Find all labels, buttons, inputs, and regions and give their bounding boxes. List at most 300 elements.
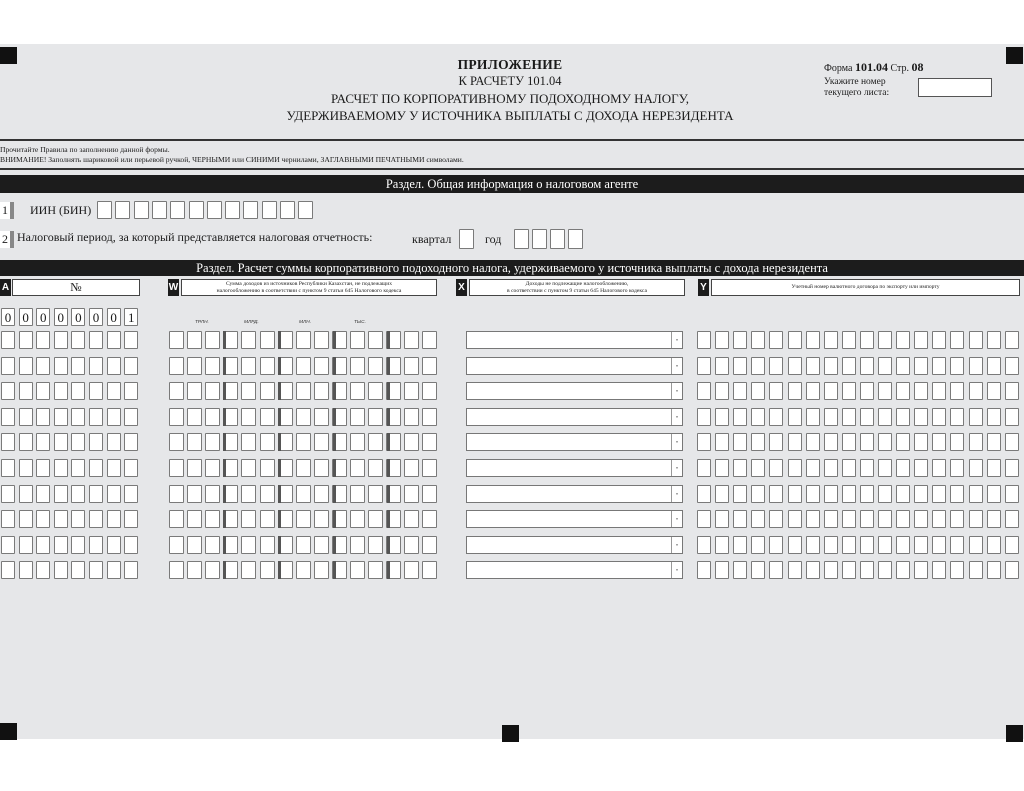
contract-number-cell[interactable] [824,331,838,349]
contract-number-cell[interactable] [769,408,783,426]
income-amount-cell[interactable] [205,357,220,375]
income-amount-cell[interactable] [187,433,202,451]
contract-number-cell[interactable] [751,536,765,554]
income-amount-cell[interactable] [296,357,311,375]
contract-number-cell[interactable] [697,357,711,375]
contract-number-cell[interactable] [751,485,765,503]
income-amount-cell[interactable] [404,331,419,349]
income-amount-cell[interactable] [314,408,329,426]
contract-number-cell[interactable] [969,357,983,375]
contract-number-cell[interactable] [824,382,838,400]
contract-number-cell[interactable] [751,510,765,528]
income-amount-cell[interactable] [169,561,184,579]
income-amount-cell[interactable] [241,382,256,400]
row-number-cell[interactable] [36,433,50,451]
income-amount-cell[interactable] [241,408,256,426]
exempt-income-field[interactable] [466,561,683,579]
contract-number-cell[interactable] [824,561,838,579]
income-amount-cell[interactable] [169,408,184,426]
income-amount-cell[interactable] [169,382,184,400]
income-amount-cell[interactable] [368,459,383,477]
contract-number-cell[interactable] [806,561,820,579]
row-number-cell[interactable] [89,408,103,426]
row-number-cell[interactable] [1,408,15,426]
contract-number-cell[interactable] [950,459,964,477]
contract-number-cell[interactable] [914,510,928,528]
contract-number-cell[interactable] [806,510,820,528]
income-amount-cell[interactable] [368,433,383,451]
row-number-cell[interactable] [36,485,50,503]
contract-number-cell[interactable] [733,408,747,426]
row-number-cell[interactable] [54,433,68,451]
row-number-cell[interactable] [36,536,50,554]
exempt-income-field[interactable] [466,331,683,349]
income-amount-cell[interactable] [404,459,419,477]
exempt-income-dropdown-icon[interactable]: ▾ [671,486,682,502]
contract-number-cell[interactable] [932,561,946,579]
income-amount-cell[interactable] [368,536,383,554]
contract-number-cell[interactable] [842,536,856,554]
income-amount-cell[interactable] [241,433,256,451]
contract-number-cell[interactable] [914,485,928,503]
quarter-field[interactable] [459,229,474,249]
income-amount-cell[interactable] [169,433,184,451]
income-amount-cell[interactable] [314,331,329,349]
contract-number-cell[interactable] [860,485,874,503]
row-number-cell[interactable] [107,536,121,554]
contract-number-cell[interactable] [842,357,856,375]
row-number-cell[interactable] [89,485,103,503]
contract-number-cell[interactable] [715,357,729,375]
contract-number-cell[interactable] [932,331,946,349]
contract-number-cell[interactable] [1005,331,1019,349]
contract-number-cell[interactable] [987,485,1001,503]
contract-number-cell[interactable] [788,357,802,375]
income-amount-cell[interactable] [404,536,419,554]
contract-number-cell[interactable] [751,459,765,477]
contract-number-cell[interactable] [969,510,983,528]
row-number-cell[interactable] [71,536,85,554]
income-amount-cell[interactable] [368,510,383,528]
exempt-income-field[interactable] [466,433,683,451]
contract-number-cell[interactable] [987,536,1001,554]
row-number-cell[interactable] [36,408,50,426]
row-number-cell[interactable] [36,459,50,477]
row-number-cell[interactable] [54,357,68,375]
exempt-income-field[interactable] [466,408,683,426]
contract-number-cell[interactable] [878,382,892,400]
income-amount-cell[interactable] [187,382,202,400]
contract-number-cell[interactable] [806,459,820,477]
contract-number-cell[interactable] [715,485,729,503]
contract-number-cell[interactable] [733,331,747,349]
row-number-cell[interactable] [19,357,33,375]
contract-number-cell[interactable] [969,433,983,451]
contract-number-cell[interactable] [769,485,783,503]
income-amount-cell[interactable] [205,459,220,477]
row-number-cell[interactable] [124,510,138,528]
contract-number-cell[interactable] [697,510,711,528]
row-number-cell[interactable] [1,331,15,349]
row-number-cell[interactable] [89,382,103,400]
row-number-cell[interactable] [89,357,103,375]
income-amount-cell[interactable] [350,561,365,579]
income-amount-cell[interactable] [205,408,220,426]
contract-number-cell[interactable] [987,433,1001,451]
row-number-cell[interactable] [36,510,50,528]
contract-number-cell[interactable] [987,561,1001,579]
contract-number-cell[interactable] [751,382,765,400]
row-number-cell[interactable] [54,510,68,528]
contract-number-cell[interactable] [896,536,910,554]
contract-number-cell[interactable] [697,536,711,554]
contract-number-cell[interactable] [769,510,783,528]
contract-number-cell[interactable] [769,561,783,579]
row-number-cell[interactable] [107,382,121,400]
row-number-cell[interactable] [107,433,121,451]
contract-number-cell[interactable] [1005,433,1019,451]
contract-number-cell[interactable] [860,536,874,554]
exempt-income-dropdown-icon[interactable]: ▾ [671,358,682,374]
contract-number-cell[interactable] [969,561,983,579]
contract-number-cell[interactable] [969,536,983,554]
contract-number-cell[interactable] [987,357,1001,375]
contract-number-cell[interactable] [824,485,838,503]
contract-number-cell[interactable] [697,485,711,503]
income-amount-cell[interactable] [368,331,383,349]
contract-number-cell[interactable] [715,408,729,426]
contract-number-cell[interactable] [715,331,729,349]
contract-number-cell[interactable] [733,433,747,451]
contract-number-cell[interactable] [950,331,964,349]
iin-bin-cell[interactable] [170,201,185,219]
income-amount-cell[interactable] [260,536,275,554]
income-amount-cell[interactable] [368,485,383,503]
row-number-cell[interactable] [89,433,103,451]
contract-number-cell[interactable] [950,433,964,451]
row-number-cell[interactable] [36,357,50,375]
income-amount-cell[interactable] [422,561,437,579]
exempt-income-dropdown-icon[interactable]: ▾ [671,537,682,553]
contract-number-cell[interactable] [932,433,946,451]
contract-number-cell[interactable] [842,408,856,426]
income-amount-cell[interactable] [205,510,220,528]
income-amount-cell[interactable] [187,510,202,528]
contract-number-cell[interactable] [914,561,928,579]
contract-number-cell[interactable] [878,459,892,477]
income-amount-cell[interactable] [241,561,256,579]
row-number-cell[interactable] [19,331,33,349]
contract-number-cell[interactable] [751,357,765,375]
contract-number-cell[interactable] [697,433,711,451]
contract-number-cell[interactable] [987,510,1001,528]
contract-number-cell[interactable] [1005,459,1019,477]
contract-number-cell[interactable] [914,331,928,349]
income-amount-cell[interactable] [422,331,437,349]
row-number-cell[interactable] [124,357,138,375]
income-amount-cell[interactable] [314,485,329,503]
contract-number-cell[interactable] [969,331,983,349]
contract-number-cell[interactable] [914,459,928,477]
contract-number-cell[interactable] [932,382,946,400]
income-amount-cell[interactable] [314,357,329,375]
income-amount-cell[interactable] [422,433,437,451]
row-number-cell[interactable] [36,561,50,579]
contract-number-cell[interactable] [878,408,892,426]
contract-number-cell[interactable] [733,485,747,503]
income-amount-cell[interactable] [187,331,202,349]
contract-number-cell[interactable] [824,433,838,451]
contract-number-cell[interactable] [806,536,820,554]
income-amount-cell[interactable] [205,485,220,503]
income-amount-cell[interactable] [404,357,419,375]
row-number-cell[interactable] [71,331,85,349]
year-cell[interactable] [550,229,565,249]
contract-number-cell[interactable] [860,459,874,477]
contract-number-cell[interactable] [842,459,856,477]
contract-number-cell[interactable] [987,408,1001,426]
contract-number-cell[interactable] [806,382,820,400]
contract-number-cell[interactable] [715,510,729,528]
contract-number-cell[interactable] [914,357,928,375]
income-amount-cell[interactable] [422,382,437,400]
row-number-cell[interactable] [19,536,33,554]
income-amount-cell[interactable] [260,382,275,400]
iin-bin-cell[interactable] [207,201,222,219]
contract-number-cell[interactable] [751,331,765,349]
contract-number-cell[interactable] [987,459,1001,477]
contract-number-cell[interactable] [1005,408,1019,426]
income-amount-cell[interactable] [350,536,365,554]
contract-number-cell[interactable] [1005,485,1019,503]
income-amount-cell[interactable] [187,459,202,477]
row-number-cell[interactable] [89,536,103,554]
contract-number-cell[interactable] [950,536,964,554]
row-number-cell[interactable] [71,382,85,400]
row-number-cell[interactable] [71,561,85,579]
row-number-cell[interactable] [124,433,138,451]
iin-bin-cell[interactable] [262,201,277,219]
exempt-income-dropdown-icon[interactable]: ▾ [671,434,682,450]
row-number-cell[interactable] [124,536,138,554]
income-amount-cell[interactable] [241,357,256,375]
income-amount-cell[interactable] [368,408,383,426]
income-amount-cell[interactable] [350,382,365,400]
row-number-cell[interactable] [107,408,121,426]
contract-number-cell[interactable] [751,561,765,579]
income-amount-cell[interactable] [368,382,383,400]
row-number-cell[interactable] [54,561,68,579]
income-amount-cell[interactable] [422,357,437,375]
income-amount-cell[interactable] [169,459,184,477]
contract-number-cell[interactable] [969,382,983,400]
income-amount-cell[interactable] [169,357,184,375]
income-amount-cell[interactable] [241,331,256,349]
contract-number-cell[interactable] [733,536,747,554]
contract-number-cell[interactable] [932,485,946,503]
contract-number-cell[interactable] [950,357,964,375]
income-amount-cell[interactable] [404,510,419,528]
exempt-income-field[interactable] [466,357,683,375]
contract-number-cell[interactable] [914,408,928,426]
contract-number-cell[interactable] [806,408,820,426]
contract-number-cell[interactable] [878,561,892,579]
income-amount-cell[interactable] [241,536,256,554]
contract-number-cell[interactable] [860,561,874,579]
exempt-income-dropdown-icon[interactable]: ▾ [671,562,682,578]
iin-bin-cell[interactable] [189,201,204,219]
contract-number-cell[interactable] [842,561,856,579]
contract-number-cell[interactable] [842,331,856,349]
income-amount-cell[interactable] [404,408,419,426]
contract-number-cell[interactable] [733,459,747,477]
contract-number-cell[interactable] [769,459,783,477]
row-number-cell[interactable] [124,459,138,477]
contract-number-cell[interactable] [842,382,856,400]
income-amount-cell[interactable] [187,485,202,503]
income-amount-cell[interactable] [241,485,256,503]
year-cell[interactable] [514,229,529,249]
income-amount-cell[interactable] [422,536,437,554]
contract-number-cell[interactable] [842,510,856,528]
contract-number-cell[interactable] [1005,357,1019,375]
row-number-cell[interactable] [107,561,121,579]
contract-number-cell[interactable] [1005,510,1019,528]
row-number-cell[interactable] [71,408,85,426]
iin-bin-cell[interactable] [280,201,295,219]
iin-bin-cell[interactable] [298,201,313,219]
contract-number-cell[interactable] [788,485,802,503]
contract-number-cell[interactable] [697,382,711,400]
income-amount-cell[interactable] [368,357,383,375]
contract-number-cell[interactable] [806,485,820,503]
row-number-cell[interactable] [107,485,121,503]
income-amount-cell[interactable] [314,536,329,554]
contract-number-cell[interactable] [969,408,983,426]
contract-number-cell[interactable] [824,536,838,554]
income-amount-cell[interactable] [260,433,275,451]
contract-number-cell[interactable] [715,382,729,400]
row-number-cell[interactable] [1,357,15,375]
row-number-cell[interactable] [107,331,121,349]
row-number-cell[interactable] [1,536,15,554]
current-sheet-field[interactable] [918,78,992,97]
row-number-cell[interactable] [124,382,138,400]
contract-number-cell[interactable] [950,408,964,426]
row-number-cell[interactable] [54,408,68,426]
income-amount-cell[interactable] [187,561,202,579]
income-amount-cell[interactable] [314,510,329,528]
row-number-cell[interactable] [1,485,15,503]
contract-number-cell[interactable] [860,357,874,375]
contract-number-cell[interactable] [950,382,964,400]
row-number-cell[interactable] [19,433,33,451]
row-number-cell[interactable] [1,382,15,400]
contract-number-cell[interactable] [733,382,747,400]
income-amount-cell[interactable] [314,561,329,579]
row-number-cell[interactable] [19,561,33,579]
income-amount-cell[interactable] [350,485,365,503]
contract-number-cell[interactable] [697,561,711,579]
year-cell[interactable] [532,229,547,249]
contract-number-cell[interactable] [788,561,802,579]
row-number-cell[interactable] [124,485,138,503]
row-number-cell[interactable] [19,459,33,477]
contract-number-cell[interactable] [932,408,946,426]
iin-bin-cell[interactable] [243,201,258,219]
income-amount-cell[interactable] [296,459,311,477]
contract-number-cell[interactable] [860,408,874,426]
income-amount-cell[interactable] [350,357,365,375]
row-number-cell[interactable] [89,561,103,579]
income-amount-cell[interactable] [260,357,275,375]
row-number-cell[interactable] [71,459,85,477]
income-amount-cell[interactable] [404,433,419,451]
income-amount-cell[interactable] [260,408,275,426]
contract-number-cell[interactable] [878,433,892,451]
income-amount-cell[interactable] [260,510,275,528]
row-number-cell[interactable] [54,331,68,349]
income-amount-cell[interactable] [422,408,437,426]
contract-number-cell[interactable] [788,408,802,426]
contract-number-cell[interactable] [969,485,983,503]
row-number-cell[interactable] [89,510,103,528]
income-amount-cell[interactable] [350,433,365,451]
contract-number-cell[interactable] [950,561,964,579]
contract-number-cell[interactable] [932,357,946,375]
contract-number-cell[interactable] [769,536,783,554]
row-number-cell[interactable] [54,382,68,400]
contract-number-cell[interactable] [1005,382,1019,400]
income-amount-cell[interactable] [296,485,311,503]
contract-number-cell[interactable] [769,331,783,349]
row-number-cell[interactable] [124,408,138,426]
row-number-cell[interactable] [36,382,50,400]
contract-number-cell[interactable] [733,510,747,528]
income-amount-cell[interactable] [314,459,329,477]
contract-number-cell[interactable] [878,357,892,375]
row-number-cell[interactable] [1,433,15,451]
contract-number-cell[interactable] [896,408,910,426]
contract-number-cell[interactable] [969,459,983,477]
income-amount-cell[interactable] [422,459,437,477]
contract-number-cell[interactable] [806,433,820,451]
contract-number-cell[interactable] [932,510,946,528]
contract-number-cell[interactable] [860,510,874,528]
contract-number-cell[interactable] [860,433,874,451]
income-amount-cell[interactable] [422,510,437,528]
row-number-cell[interactable] [54,485,68,503]
exempt-income-dropdown-icon[interactable]: ▾ [671,383,682,399]
income-amount-cell[interactable] [314,433,329,451]
income-amount-cell[interactable] [169,536,184,554]
row-number-cell[interactable] [89,459,103,477]
exempt-income-field[interactable] [466,510,683,528]
income-amount-cell[interactable] [296,408,311,426]
year-cell[interactable] [568,229,583,249]
contract-number-cell[interactable] [950,485,964,503]
income-amount-cell[interactable] [350,510,365,528]
income-amount-cell[interactable] [260,459,275,477]
contract-number-cell[interactable] [697,331,711,349]
exempt-income-field[interactable] [466,536,683,554]
contract-number-cell[interactable] [842,485,856,503]
income-amount-cell[interactable] [260,331,275,349]
contract-number-cell[interactable] [1005,561,1019,579]
contract-number-cell[interactable] [860,382,874,400]
row-number-cell[interactable] [107,510,121,528]
row-number-cell[interactable] [89,331,103,349]
